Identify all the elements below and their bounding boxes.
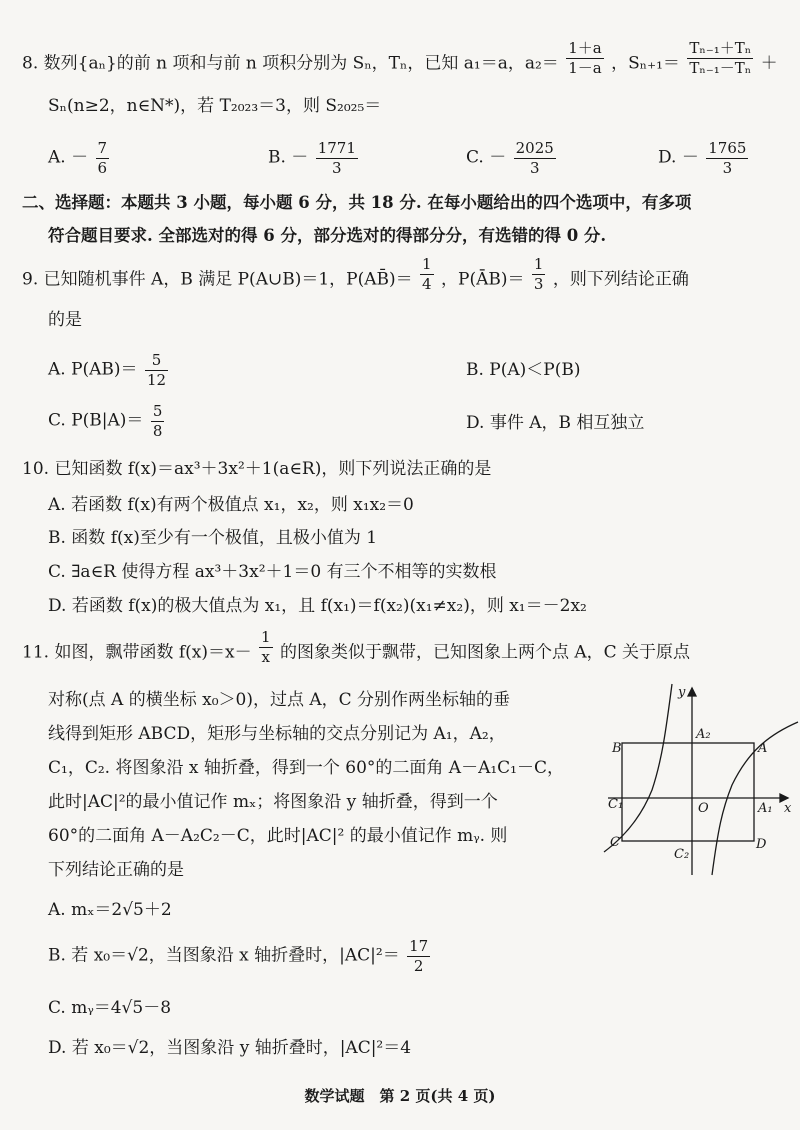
q11-stem-line4: C₁，C₂. 将图象沿 x 轴折叠，得到一个 60°的二面角 A－A₁C₁－C， bbox=[48, 758, 564, 778]
fig-label-a: A bbox=[758, 741, 768, 756]
q9-stem-line1 bbox=[22, 255, 689, 293]
fig-label-y: y bbox=[678, 685, 686, 700]
q8-option-d-den: 3 bbox=[722, 158, 733, 177]
q10-option-a[interactable]: A. 若函数 f(x)有两个极值点 x₁，x₂，则 x₁x₂＝0 bbox=[48, 495, 414, 515]
q9-option-a-num: 5 bbox=[145, 352, 168, 371]
q11-number: 11. bbox=[22, 642, 50, 663]
q8-stem-line2: Sₙ(n≥2，n∈N*)，若 T₂₀₂₃＝3，则 S₂₀₂₅＝ bbox=[48, 96, 382, 116]
q9-stem-line2: 的是 bbox=[48, 310, 82, 330]
q8-option-d-fraction bbox=[706, 140, 748, 176]
q8-a2-numerator: 1＋a bbox=[568, 39, 602, 57]
q11-option-d[interactable]: D. 若 x₀＝√2，当图象沿 y 轴折叠时，|AC|²＝4 bbox=[48, 1038, 412, 1058]
q9-option-c-fraction bbox=[151, 403, 165, 439]
q9-number: 9. bbox=[22, 269, 39, 290]
q8-s-fraction bbox=[687, 40, 753, 76]
q9-option-b[interactable]: B. P(A)＜P(B) bbox=[466, 360, 581, 380]
q8-option-a-den: 6 bbox=[97, 158, 108, 177]
q8-stem-part3: ＋ bbox=[760, 53, 778, 74]
q8-a2-fraction bbox=[566, 40, 604, 76]
fig-label-b: B bbox=[612, 741, 622, 756]
q8-option-c[interactable] bbox=[466, 140, 558, 176]
q8-s-numerator: Tₙ₋₁＋Tₙ bbox=[689, 39, 752, 57]
q9-stem-part2: ，P(ĀB)＝ bbox=[441, 269, 525, 290]
q9-option-c-den: 8 bbox=[152, 421, 163, 440]
q11-stem-line6: 60°的二面角 A－A₂C₂－C，此时|AC|² 的最小值记作 mᵧ. 则 bbox=[48, 826, 508, 846]
q10-stem bbox=[22, 461, 491, 478]
q10-option-d[interactable]: D. 若函数 f(x)的极大值点为 x₁，且 f(x₁)＝f(x₂)(x₁≠x₂)，则 x₁＝－2x₂ bbox=[48, 596, 587, 616]
q8-option-d[interactable] bbox=[658, 140, 750, 176]
q11-fraction bbox=[259, 629, 273, 665]
q11-stem-line2: 对称(点 A 的横坐标 x₀＞0)，过点 A，C 分别作两坐标轴的垂 bbox=[48, 690, 511, 710]
q8-option-c-fraction bbox=[514, 140, 556, 176]
q10-option-c[interactable]: C. ∃a∈R 使得方程 ax³＋3x²＋1＝0 有三个不相等的实数根 bbox=[48, 562, 497, 582]
q8-option-d-label: D. － bbox=[658, 147, 699, 168]
q8-stem-line1 bbox=[22, 39, 778, 77]
q11-fraction-num: 1 bbox=[261, 628, 271, 646]
q8-option-c-label: C. － bbox=[466, 147, 507, 168]
q10-stem-text: 已知函数 f(x)＝ax³＋3x²＋1(a∈R)，则下列说法正确的是 bbox=[54, 459, 492, 479]
q9-stem-part3: ，则下列结论正确 bbox=[552, 269, 689, 290]
q8-option-b-num: 1771 bbox=[317, 139, 356, 157]
q8-stem-part1: 数列{aₙ}的前 n 项和与前 n 项积分别为 Sₙ，Tₙ，已知 a₁＝a，a₂＝ bbox=[43, 53, 559, 74]
q11-stem-line1 bbox=[22, 628, 691, 666]
page-footer: 数学试题 第 2 页(共 4 页) bbox=[304, 1087, 496, 1105]
q8-option-b-fraction bbox=[316, 140, 358, 176]
fig-label-a2: A₂ bbox=[696, 727, 711, 742]
fig-label-o: O bbox=[698, 801, 709, 816]
q11-option-b-fraction bbox=[407, 938, 430, 974]
q11-option-b-num: 17 bbox=[409, 937, 429, 955]
q11-stem-part1a: 如图，飘带函数 f(x)＝x－ bbox=[54, 642, 252, 663]
fig-label-c1: C₁ bbox=[608, 797, 624, 812]
section2-instructions-line2: 符合题目要求. 全部选对的得 6 分，部分选对的得部分分，有选错的得 0 分. bbox=[48, 226, 607, 245]
q8-option-c-num: 2025 bbox=[515, 139, 554, 157]
q9-frac1-den: 4 bbox=[422, 274, 432, 293]
q9-option-c[interactable] bbox=[48, 403, 166, 439]
q11-option-b-label: B. 若 x₀＝√2，当图象沿 x 轴折叠时，|AC|²＝ bbox=[48, 945, 400, 966]
q9-frac2-num: 1 bbox=[533, 255, 544, 273]
q8-option-b-den: 3 bbox=[332, 158, 342, 177]
q9-option-c-num: 5 bbox=[152, 402, 163, 420]
q8-s-denominator: Tₙ₋₁－Tₙ bbox=[689, 58, 752, 77]
q11-stem-line5: 此时|AC|²的最小值记作 mₓ；将图象沿 y 轴折叠，得到一个 bbox=[48, 792, 498, 812]
q9-option-a-fraction bbox=[145, 352, 168, 388]
q9-option-a-den: 12 bbox=[146, 370, 167, 389]
q8-option-a-label: A. － bbox=[48, 147, 89, 168]
rectangle-abcd bbox=[622, 743, 754, 841]
q9-frac2 bbox=[532, 256, 546, 292]
fig-label-c2: C₂ bbox=[674, 847, 690, 862]
q8-number: 8. bbox=[22, 53, 39, 74]
fig-label-x: x bbox=[784, 801, 792, 816]
q8-option-a[interactable] bbox=[48, 140, 111, 176]
q9-frac1-num: 1 bbox=[422, 255, 432, 273]
q11-figure bbox=[600, 680, 800, 880]
section2-instructions-line1: 二、选择题：本题共 3 小题，每小题 6 分，共 18 分. 在每小题给出的四个选项中，有多项 bbox=[22, 193, 692, 212]
q8-option-b[interactable] bbox=[268, 140, 360, 176]
q9-frac1 bbox=[420, 256, 434, 292]
q9-option-c-label: C. P(B|A)＝ bbox=[48, 410, 144, 431]
q8-option-a-fraction bbox=[96, 140, 110, 176]
fig-label-a1: A₁ bbox=[758, 801, 773, 816]
curve-left-branch bbox=[604, 684, 672, 852]
q10-option-b[interactable]: B. 函数 f(x)至少有一个极值，且极小值为 1 bbox=[48, 528, 378, 548]
q8-option-c-den: 3 bbox=[529, 158, 540, 177]
q11-option-b-den: 2 bbox=[413, 956, 424, 975]
q9-option-a[interactable] bbox=[48, 352, 170, 388]
q9-frac2-den: 3 bbox=[533, 274, 544, 293]
q8-option-d-num: 1765 bbox=[708, 139, 747, 157]
q11-fraction-den: x bbox=[261, 647, 270, 666]
q8-option-b-label: B. － bbox=[268, 147, 309, 168]
q8-option-a-num: 7 bbox=[97, 139, 108, 157]
q11-option-c[interactable]: C. mᵧ＝4√5－8 bbox=[48, 998, 172, 1018]
q11-option-a[interactable]: A. mₓ＝2√5＋2 bbox=[48, 900, 172, 920]
q11-stem-line7: 下列结论正确的是 bbox=[48, 860, 184, 880]
q8-stem-part2: ，Sₙ₊₁＝ bbox=[611, 53, 680, 74]
q9-stem-part1: 已知随机事件 A，B 满足 P(A∪B)＝1，P(AB̄)＝ bbox=[43, 269, 413, 290]
q9-option-d[interactable]: D. 事件 A，B 相互独立 bbox=[466, 413, 645, 433]
q10-number: 10. bbox=[22, 459, 50, 479]
q11-stem-line3: 线得到矩形 ABCD，矩形与坐标轴的交点分别记为 A₁，A₂， bbox=[48, 724, 506, 744]
q8-a2-denominator: 1－a bbox=[568, 58, 602, 77]
q11-option-b[interactable] bbox=[48, 938, 432, 974]
fig-label-c: C bbox=[610, 835, 620, 850]
q11-stem-part1b: 的图象类似于飘带，已知图象上两个点 A，C 关于原点 bbox=[279, 642, 691, 663]
fig-label-d: D bbox=[756, 837, 767, 852]
q9-option-a-label: A. P(AB)＝ bbox=[48, 359, 138, 380]
y-axis-arrow-icon bbox=[688, 688, 696, 696]
